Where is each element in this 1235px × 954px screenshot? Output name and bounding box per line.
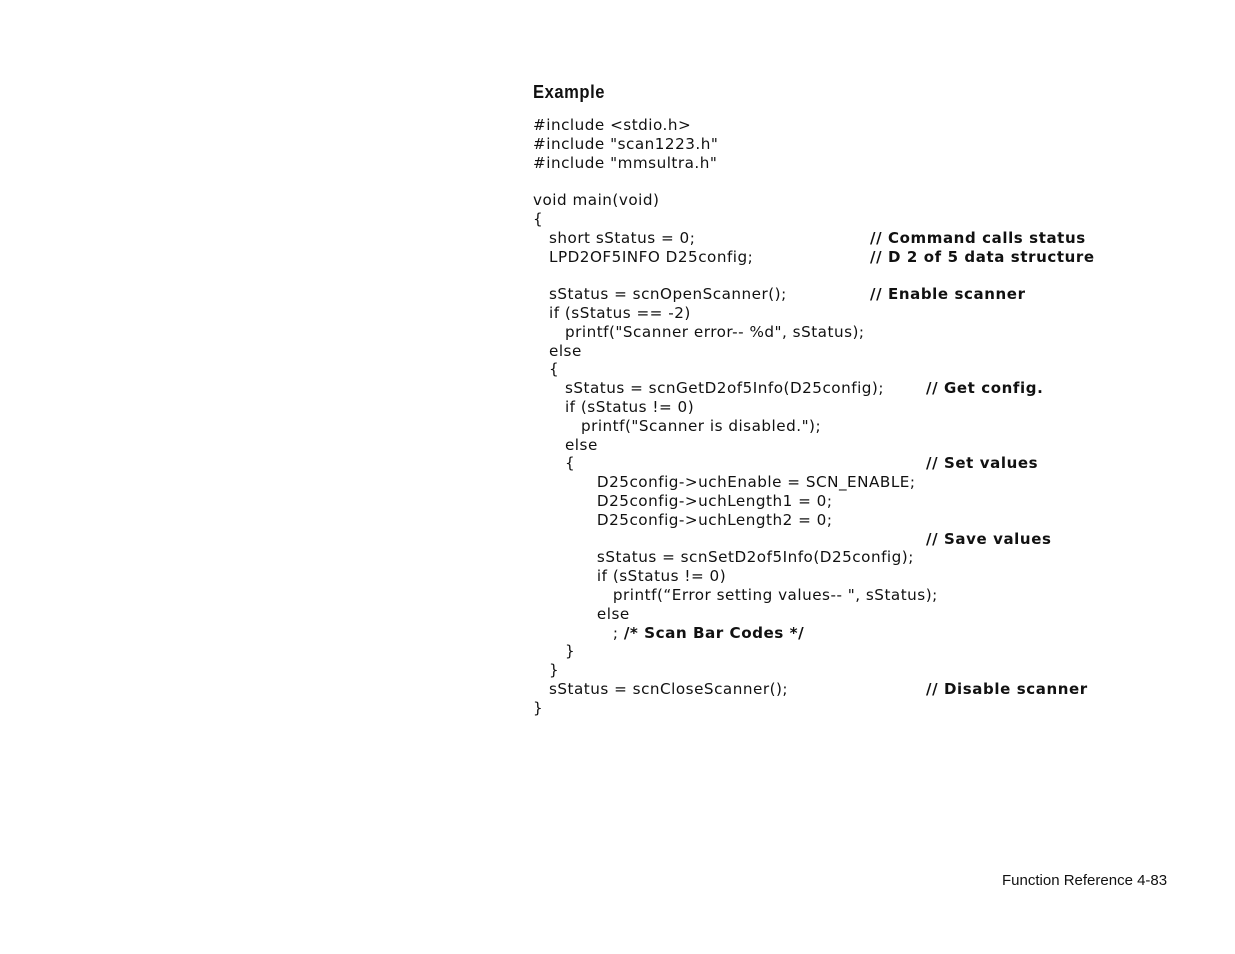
code-line: [533, 624, 938, 643]
code-text: printf(“Error setting values-- ", sStatus);: [533, 585, 938, 604]
code-text: sStatus = scnSetD2of5Info(D25config);: [533, 548, 914, 567]
code-line: [533, 417, 938, 436]
code-text: }: [533, 642, 576, 661]
code-line: [533, 548, 938, 567]
code-line: [533, 135, 938, 154]
code-line: [533, 228, 1086, 248]
code-line: [533, 586, 938, 605]
code-text: #include "scan1223.h": [533, 134, 719, 153]
code-comment: /* Scan Bar Codes */: [623, 623, 805, 642]
code-comment: // D 2 of 5 data structure: [870, 247, 1095, 266]
code-text: if (sStatus != 0): [533, 567, 727, 586]
code-text: #include <stdio.h>: [533, 116, 692, 134]
code-line: [533, 661, 938, 680]
code-line: [533, 642, 938, 661]
code-text: }: [533, 661, 560, 680]
code-line: [533, 247, 1095, 267]
code-line: [533, 323, 938, 342]
code-text: D25config->uchLength2 = 0;: [533, 510, 833, 529]
code-text: sStatus = scnCloseScanner();: [533, 679, 789, 698]
code-text: #include "mmsultra.h": [533, 153, 718, 172]
code-comment: // Enable scanner: [870, 285, 1026, 304]
code-text: sStatus = scnGetD2of5Info(D25config);: [533, 379, 884, 398]
code-comment: // Disable scanner: [926, 679, 1088, 698]
code-line: [533, 605, 938, 624]
page-footer: Function Reference 4-83: [1002, 872, 1168, 889]
code-text: else: [533, 604, 630, 623]
code-line: [533, 473, 938, 492]
code-text: if (sStatus != 0): [533, 397, 695, 416]
code-text: ;: [533, 623, 624, 642]
code-line: [533, 679, 1088, 699]
code-line: [533, 529, 1052, 549]
code-text: else: [533, 341, 582, 360]
code-line: [533, 492, 938, 511]
code-line: [533, 454, 1039, 473]
code-comment: // Get config.: [926, 379, 1044, 398]
code-example: [533, 116, 1095, 718]
code-text: if (sStatus == -2): [533, 303, 691, 322]
code-line: [533, 210, 938, 229]
code-comment: // Save values: [926, 529, 1052, 548]
code-line: [533, 304, 938, 323]
code-line: [533, 191, 938, 210]
code-line: [533, 379, 1044, 398]
code-text: else: [533, 435, 598, 454]
code-comment: // Set values: [926, 454, 1039, 473]
code-text: D25config->uchEnable = SCN_ENABLE;: [533, 473, 916, 492]
code-line: [533, 398, 938, 417]
code-line: [533, 342, 938, 361]
code-line: [533, 567, 938, 586]
code-comment: // Command calls status: [870, 228, 1086, 247]
code-text: void main(void): [533, 191, 660, 210]
code-line: [533, 360, 938, 379]
section-heading: Example: [533, 82, 605, 102]
code-text: {: [533, 360, 560, 379]
code-text: sStatus = scnOpenScanner();: [533, 285, 787, 304]
code-line: [533, 285, 1026, 304]
code-blank-line: [533, 266, 938, 285]
code-line: [533, 154, 938, 173]
code-text: D25config->uchLength1 = 0;: [533, 491, 833, 510]
code-line: [533, 699, 938, 718]
code-text: LPD2OF5INFO D25config;: [533, 247, 754, 266]
code-text: {: [533, 454, 576, 473]
code-text: printf("Scanner is disabled.");: [533, 416, 822, 435]
code-line: [533, 116, 938, 135]
code-line: [533, 511, 938, 530]
code-text: short sStatus = 0;: [533, 228, 696, 247]
code-blank-line: [533, 172, 938, 191]
code-text: {: [533, 209, 544, 228]
code-text: }: [533, 698, 544, 717]
code-line: [533, 436, 938, 455]
code-text: printf("Scanner error-- %d", sStatus);: [533, 322, 865, 341]
